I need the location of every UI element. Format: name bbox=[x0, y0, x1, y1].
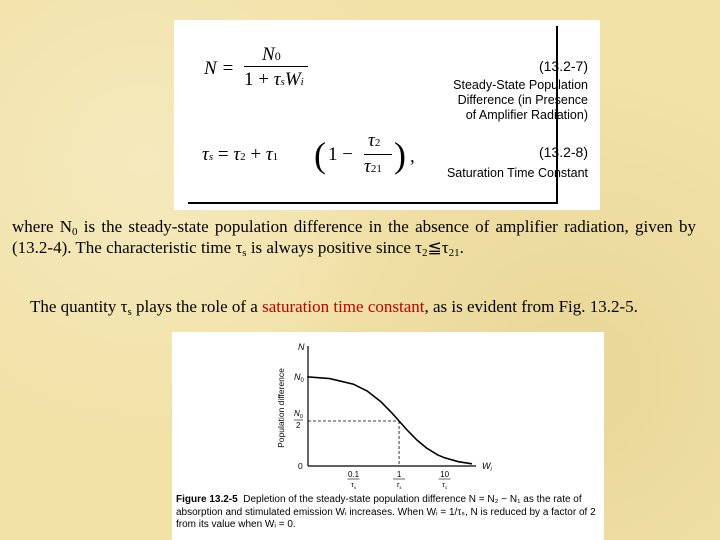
eq1-number: (13.2-7) bbox=[538, 58, 588, 74]
p2-text-b: plays the role of a bbox=[131, 297, 263, 316]
p1-end: . bbox=[459, 238, 464, 257]
sub-s: s bbox=[242, 247, 247, 259]
x-tick-denominator: $\tau_s$ bbox=[396, 480, 402, 491]
eq2-number: (13.2-8) bbox=[538, 144, 588, 160]
eq1-desc-line3: of Amplifier Radiation) bbox=[465, 108, 588, 122]
eq1-desc-line2: Difference (in Presence bbox=[457, 93, 588, 107]
tau-symbol: τ bbox=[235, 238, 243, 257]
sub-2: 2 bbox=[421, 247, 428, 259]
leq-symbol: ≦ bbox=[427, 238, 442, 257]
paragraph-1 bbox=[12, 216, 696, 258]
x-axis-label: $W_i$ bbox=[482, 461, 492, 473]
eq2-one-minus: 1 − bbox=[328, 144, 353, 165]
eq1-description bbox=[453, 78, 588, 123]
caption-text: Depletion of the steady-state population difference N = N₂ − N₁ as the rate of absorption and stimulated emission Wᵢ increases. When Wᵢ = 1/τₛ, N is reduced by a factor of 2 from its value when Wᵢ = 0. bbox=[176, 494, 596, 530]
eq1-lhs: N = bbox=[204, 58, 235, 79]
eq2-comma: , bbox=[410, 146, 415, 167]
eq1-denominator: 1 + τsWi bbox=[244, 69, 304, 90]
equation-panel bbox=[174, 20, 600, 210]
eq2-frac-den: τ21 bbox=[364, 156, 382, 177]
figure-caption bbox=[176, 494, 596, 532]
saturation-time-constant-highlight: saturation time constant bbox=[262, 297, 425, 316]
eq2-lhs: τs = τ2 + τ1 bbox=[202, 144, 279, 165]
tau-symbol: τ bbox=[441, 238, 449, 257]
sub-s: s bbox=[127, 306, 132, 318]
sub-21: 21 bbox=[448, 247, 460, 259]
x-tick-denominator: $\tau_s$ bbox=[351, 480, 357, 491]
y-half-label-top: $N_0$ bbox=[294, 409, 303, 420]
y-n0-label: $N_0$ bbox=[294, 372, 304, 384]
p1-text-c: is always positive since bbox=[246, 238, 416, 257]
x-tick-label: 1 bbox=[396, 470, 402, 479]
p1-sub-0: 0 bbox=[72, 226, 78, 238]
p1-text-a: where N bbox=[12, 217, 73, 236]
y-axis-label: Population difference bbox=[276, 368, 286, 448]
eq2-frac-num: τ2 bbox=[368, 130, 381, 151]
x-tick-label: 10 bbox=[440, 470, 450, 479]
y-top-label: N bbox=[298, 342, 305, 352]
p1-text-b: is the steady-state population difference in the absence of amplifier radiation, given by (13.2-4). The characteristic time bbox=[12, 217, 696, 257]
p2-text-c: , as is evident from Fig. 13.2-5. bbox=[424, 297, 638, 316]
eq1-fraction-bar bbox=[244, 66, 308, 67]
p2-text-a: The quantity bbox=[30, 297, 121, 316]
population-curve bbox=[308, 376, 472, 464]
y-half-label-bottom: 2 bbox=[296, 421, 301, 430]
figure-13-2-5 bbox=[172, 332, 604, 540]
population-chart bbox=[172, 332, 604, 492]
eq2-description: Saturation Time Constant bbox=[446, 166, 588, 180]
y-zero-label: 0 bbox=[298, 461, 303, 471]
eq2-fraction-bar bbox=[364, 154, 392, 155]
x-tick-group bbox=[348, 470, 451, 491]
x-tick-label: 0.1 bbox=[347, 470, 360, 479]
eq2-paren-left: ( bbox=[314, 135, 326, 175]
caption-title: Figure 13.2-5 bbox=[176, 494, 238, 505]
x-tick-denominator: $\tau_s$ bbox=[442, 480, 448, 491]
eq1-numerator: N0 bbox=[262, 44, 281, 65]
eq1-desc-line1: Steady-State Population bbox=[453, 78, 588, 92]
tau-symbol: τ bbox=[120, 297, 128, 316]
tau-symbol: τ bbox=[415, 238, 422, 257]
paragraph-2 bbox=[20, 296, 698, 317]
eq2-paren-right: ) bbox=[394, 135, 406, 175]
